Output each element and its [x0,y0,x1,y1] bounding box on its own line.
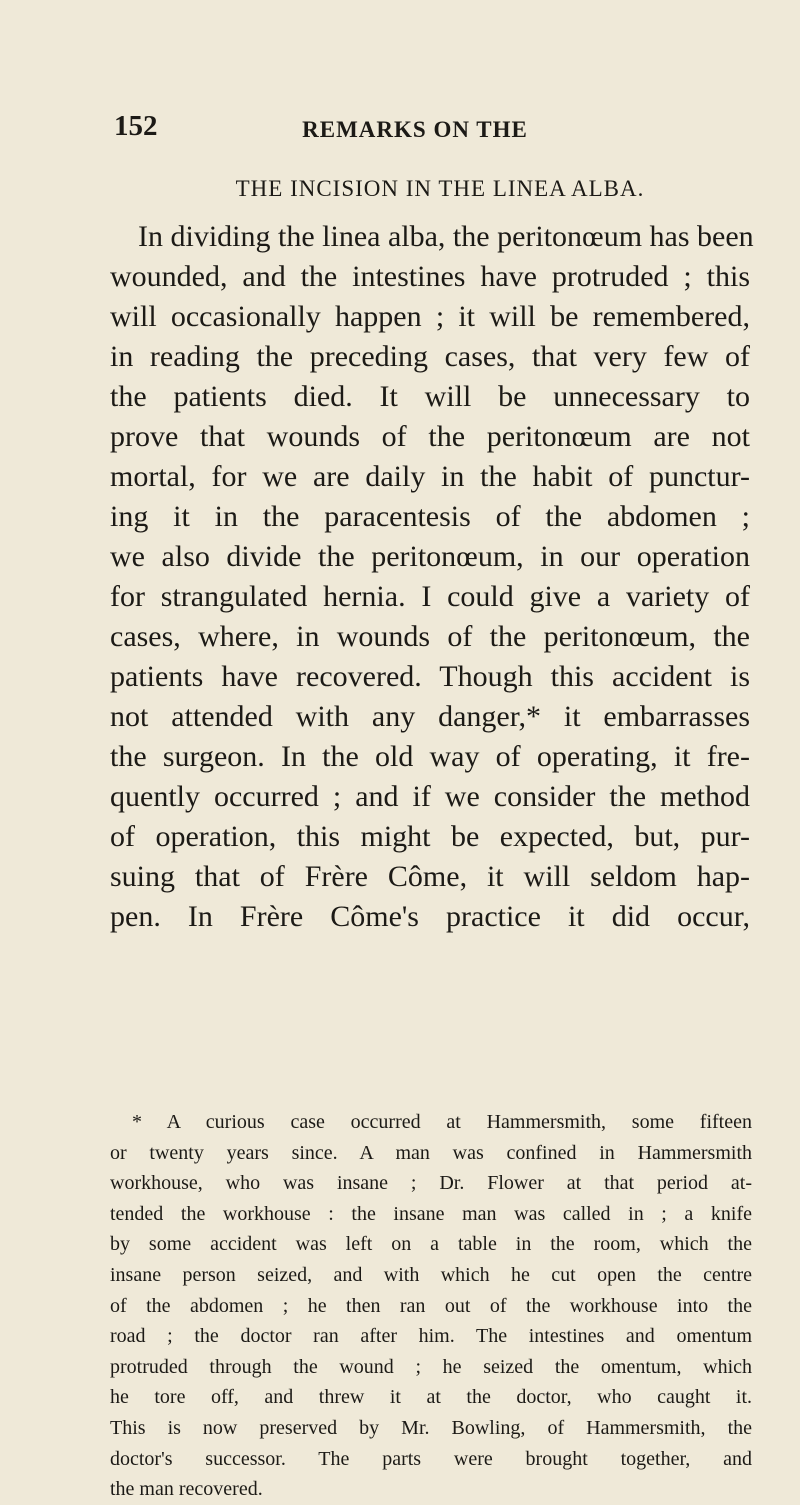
body-line: not attended with any danger,* it embarrasses [110,700,750,733]
footnote-line: doctor's successor. The parts were brought together, and [110,1447,752,1470]
body-paragraph [110,217,754,937]
body-line: we also divide the peritonœum, in our operation [110,540,750,573]
footnote-line: he tore off, and threw it at the doctor, who caught it. [110,1386,752,1409]
body-line: patients have recovered. Though this accident is [110,660,750,693]
body-line: cases, where, in wounds of the peritonœum, the [110,620,750,653]
footnote-line: workhouse, who was insane ; Dr. Flower at that period at- [110,1172,752,1195]
body-line: the patients died. It will be unnecessary to [110,380,750,413]
body-line: wounded, and the intestines have protruded ; this [110,260,750,293]
body-line: In dividing the linea alba, the peritonœum has been [138,220,754,253]
body-line: mortal, for we are daily in the habit of punctur- [110,460,750,493]
footnote-line: * A curious case occurred at Hammersmith, some fifteen [132,1111,752,1133]
body-line: prove that wounds of the peritonœum are not [110,420,750,453]
footnote [110,1107,752,1505]
footnote-line: by some accident was left on a table in the room, which the [110,1233,752,1256]
body-line: quently occurred ; and if we consider the method [110,780,750,813]
body-line: in reading the preceding cases, that very few of [110,340,750,373]
footnote-line: of the abdomen ; he then ran out of the workhouse into the [110,1294,752,1317]
footnote-line: insane person seized, and with which he cut open the centre [110,1263,752,1286]
footnote-line: or twenty years since. A man was confined in Hammersmith [110,1141,752,1164]
footnote-line: tended the workhouse : the insane man was called in ; a knife [110,1202,752,1225]
body-line: pen. In Frère Côme's practice it did occur, [110,900,750,933]
body-line: ing it in the paracentesis of the abdomen ; [110,500,750,533]
footnote-line: road ; the doctor ran after him. The intestines and omentum [110,1325,752,1348]
body-line: for strangulated hernia. I could give a variety of [110,580,750,613]
section-title: THE INCISION IN THE LINEA ALBA. [235,176,645,201]
body-line: will occasionally happen ; it will be remembered, [110,300,750,333]
footnote-line: This is now preserved by Mr. Bowling, of Hammersmith, the [110,1416,752,1439]
body-line: the surgeon. In the old way of operating, it fre- [110,740,750,773]
footnote-line: protruded through the wound ; he seized the omentum, which [110,1355,752,1378]
body-line: suing that of Frère Côme, it will seldom hap- [110,860,750,893]
footnote-line: the man recovered. [110,1478,263,1501]
page-number: 152 [114,110,158,142]
running-head: REMARKS ON THE [302,117,528,142]
body-line: of operation, this might be expected, but, pur- [110,820,750,853]
